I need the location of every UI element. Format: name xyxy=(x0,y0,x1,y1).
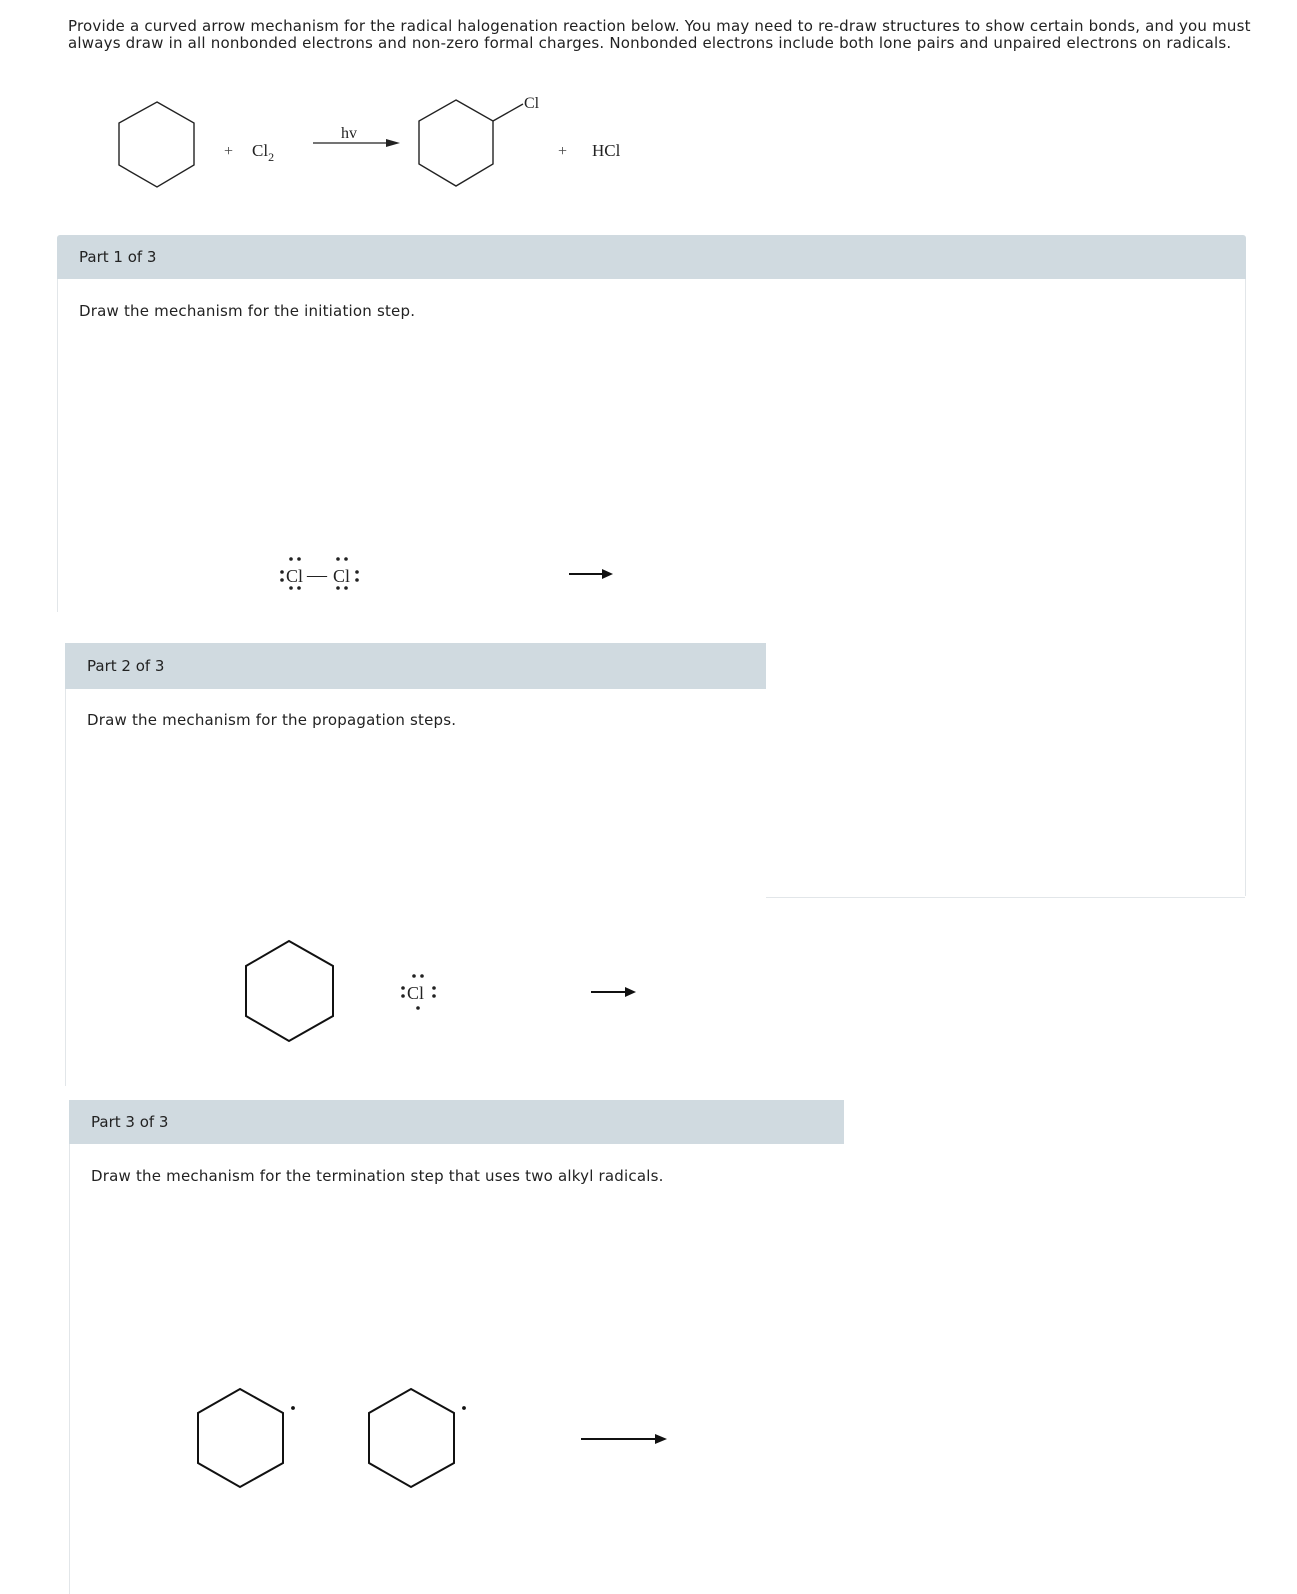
part-2-header xyxy=(65,643,766,689)
part-1-header-label: Part 1 of 3 xyxy=(79,248,157,266)
part-1-prompt: Draw the mechanism for the initiation step. xyxy=(79,302,416,320)
part-1-header xyxy=(57,235,1246,279)
radical-electron-2 xyxy=(462,1406,466,1410)
cyclohexane-product xyxy=(419,100,493,186)
part-3-header-label: Part 3 of 3 xyxy=(91,1113,169,1131)
part-3-prompt: Draw the mechanism for the termination step that uses two alkyl radicals. xyxy=(91,1167,664,1185)
c-cl-bond xyxy=(493,104,523,121)
part-2-drawing-area[interactable] xyxy=(230,930,650,1050)
part-3-left-border xyxy=(69,1144,70,1594)
radical-electron-1 xyxy=(291,1406,295,1410)
chlorine-atom-right: Cl xyxy=(333,566,351,586)
part-2-product-arrow[interactable] xyxy=(591,987,636,997)
plus-sign-1: + xyxy=(224,143,234,160)
chlorine-atom: Cl xyxy=(407,983,425,1003)
reaction-arrowhead xyxy=(386,139,400,147)
cl-cl-bond: — xyxy=(307,564,327,586)
part-1-bottom-border xyxy=(766,897,1245,898)
part-2-header-label: Part 2 of 3 xyxy=(87,657,165,675)
part-2-left-border xyxy=(65,689,66,1086)
part-3-header xyxy=(69,1100,844,1144)
cyclohexyl-radical-2[interactable] xyxy=(369,1389,454,1487)
part-3-drawing-area[interactable] xyxy=(180,1375,690,1505)
intro-text: Provide a curved arrow mechanism for the radical halogenation reaction below. You may need to re-draw structures to show certain bonds, and you must always draw in all nonbonded electrons and non-zero formal charges. Nonbonded electrons include both lone pairs and unpaired electrons on radicals. xyxy=(68,17,1251,52)
chlorine-radical[interactable] xyxy=(401,974,436,1010)
plus-sign-2: + xyxy=(558,143,568,160)
product-chlorine: Cl xyxy=(524,95,540,112)
cyclohexane-reactant xyxy=(119,102,194,187)
part-1-right-border xyxy=(1245,279,1246,896)
cyclohexane[interactable] xyxy=(246,941,333,1041)
chlorine-molecule[interactable] xyxy=(280,557,359,590)
part-1-drawing-area[interactable] xyxy=(270,550,630,600)
part-1-product-arrow[interactable] xyxy=(569,569,613,579)
cyclohexyl-radical-1[interactable] xyxy=(198,1389,283,1487)
part-2-prompt: Draw the mechanism for the propagation steps. xyxy=(87,711,457,729)
hcl-byproduct: HCl xyxy=(592,141,621,160)
light-condition: hv xyxy=(341,125,357,142)
chlorine-reagent: $Cl_2$ xyxy=(252,141,275,164)
part-1-left-border xyxy=(57,279,58,612)
reaction-scheme xyxy=(0,80,700,210)
chlorine-atom-left: Cl xyxy=(286,566,304,586)
part-3-product-arrow[interactable] xyxy=(581,1434,667,1444)
